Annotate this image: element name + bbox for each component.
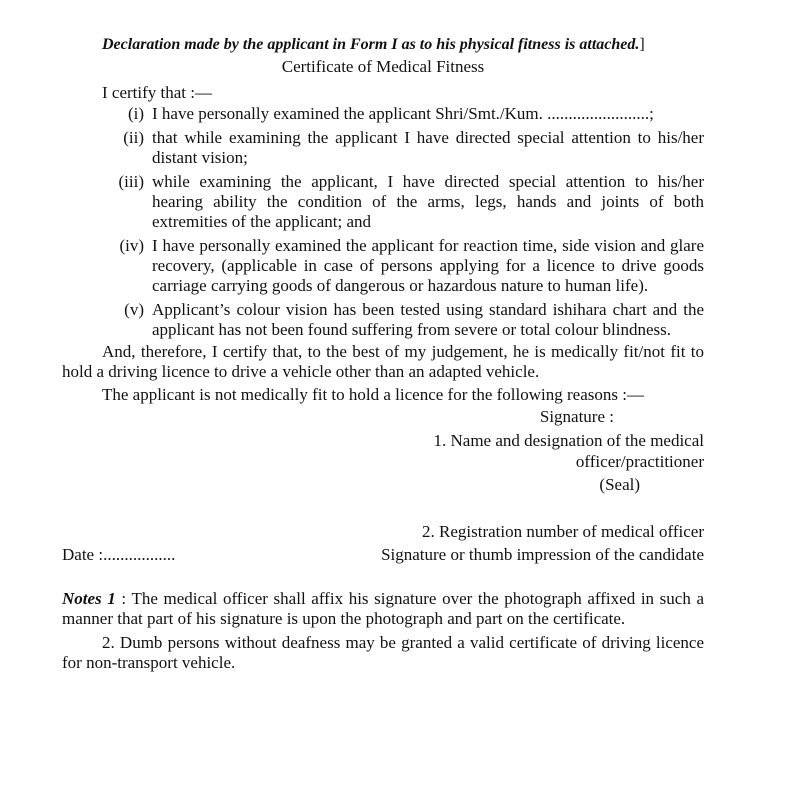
note-1-text: : The medical officer shall affix his signature over the photograph affixed in such a manner that part of his signature is upon the photograph and part on the certificate. (62, 589, 704, 628)
certification-item-v (62, 300, 704, 340)
candidate-signature-label: Signature or thumb impression of the candidate (381, 545, 704, 564)
certification-item-ii (62, 128, 704, 168)
item-number: (v) (124, 300, 144, 319)
declaration-bracket: ] (639, 36, 645, 53)
item-number: (iii) (118, 172, 144, 191)
certification-list (62, 104, 704, 340)
certify-intro: I certify that :— (102, 83, 212, 102)
item-text: I have personally examined the applicant for reaction time, side vision and glare recovery, (applicable in case of persons applying for a licence to drive goods carriage carrying goods of dangerous or hazardous nature to human life). (152, 236, 704, 295)
conclusion-paragraph: And, therefore, I certify that, to the best of my judgement, he is medically fit/not fit to hold a driving licence to drive a vehicle other than an adapted vehicle. (62, 342, 704, 381)
item-text: I have personally examined the applicant Shri/Smt./Kum. ........................; (152, 104, 654, 123)
medical-fitness-certificate (62, 34, 704, 673)
declaration-line (102, 34, 704, 56)
item-text: that while examining the applicant I have directed special attention to his/her distant vision; (152, 128, 704, 167)
item-number: (ii) (123, 128, 144, 147)
seal-label: (Seal) (599, 475, 640, 494)
item-text: Applicant’s colour vision has been tested using standard ishihara chart and the applicant has not been found suffering from severe or total colour blindness. (152, 300, 704, 339)
notes-section (62, 589, 704, 629)
certification-item-iii (62, 172, 704, 232)
item-number: (iv) (119, 236, 144, 255)
officer-name-line1: 1. Name and designation of the medical (433, 431, 704, 450)
registration-number-label: 2. Registration number of medical officer (422, 522, 704, 541)
item-text: while examining the applicant, I have directed special attention to his/her hearing ability the condition of the arms, legs, hands and joints of both extremities of the applicant; and (152, 172, 704, 231)
officer-name-line2: officer/practitioner (575, 452, 704, 471)
note-2-text: 2. Dumb persons without deafness may be granted a valid certificate of driving licence for non-transport vehicle. (62, 633, 704, 672)
notes-label: Notes 1 (62, 589, 116, 608)
not-fit-reasons: The applicant is not medically fit to hold a licence for the following reasons :— (102, 385, 644, 404)
certification-item-iv (62, 236, 704, 296)
signature-block (62, 407, 704, 567)
date-field: Date :................. (62, 545, 176, 564)
certificate-title: Certificate of Medical Fitness (281, 57, 485, 76)
declaration-text: Declaration made by the applicant in Form I as to his physical fitness is attached. (102, 36, 640, 53)
item-number: (i) (127, 104, 144, 123)
signature-label: Signature : (539, 407, 614, 426)
certification-item-i (62, 104, 704, 124)
